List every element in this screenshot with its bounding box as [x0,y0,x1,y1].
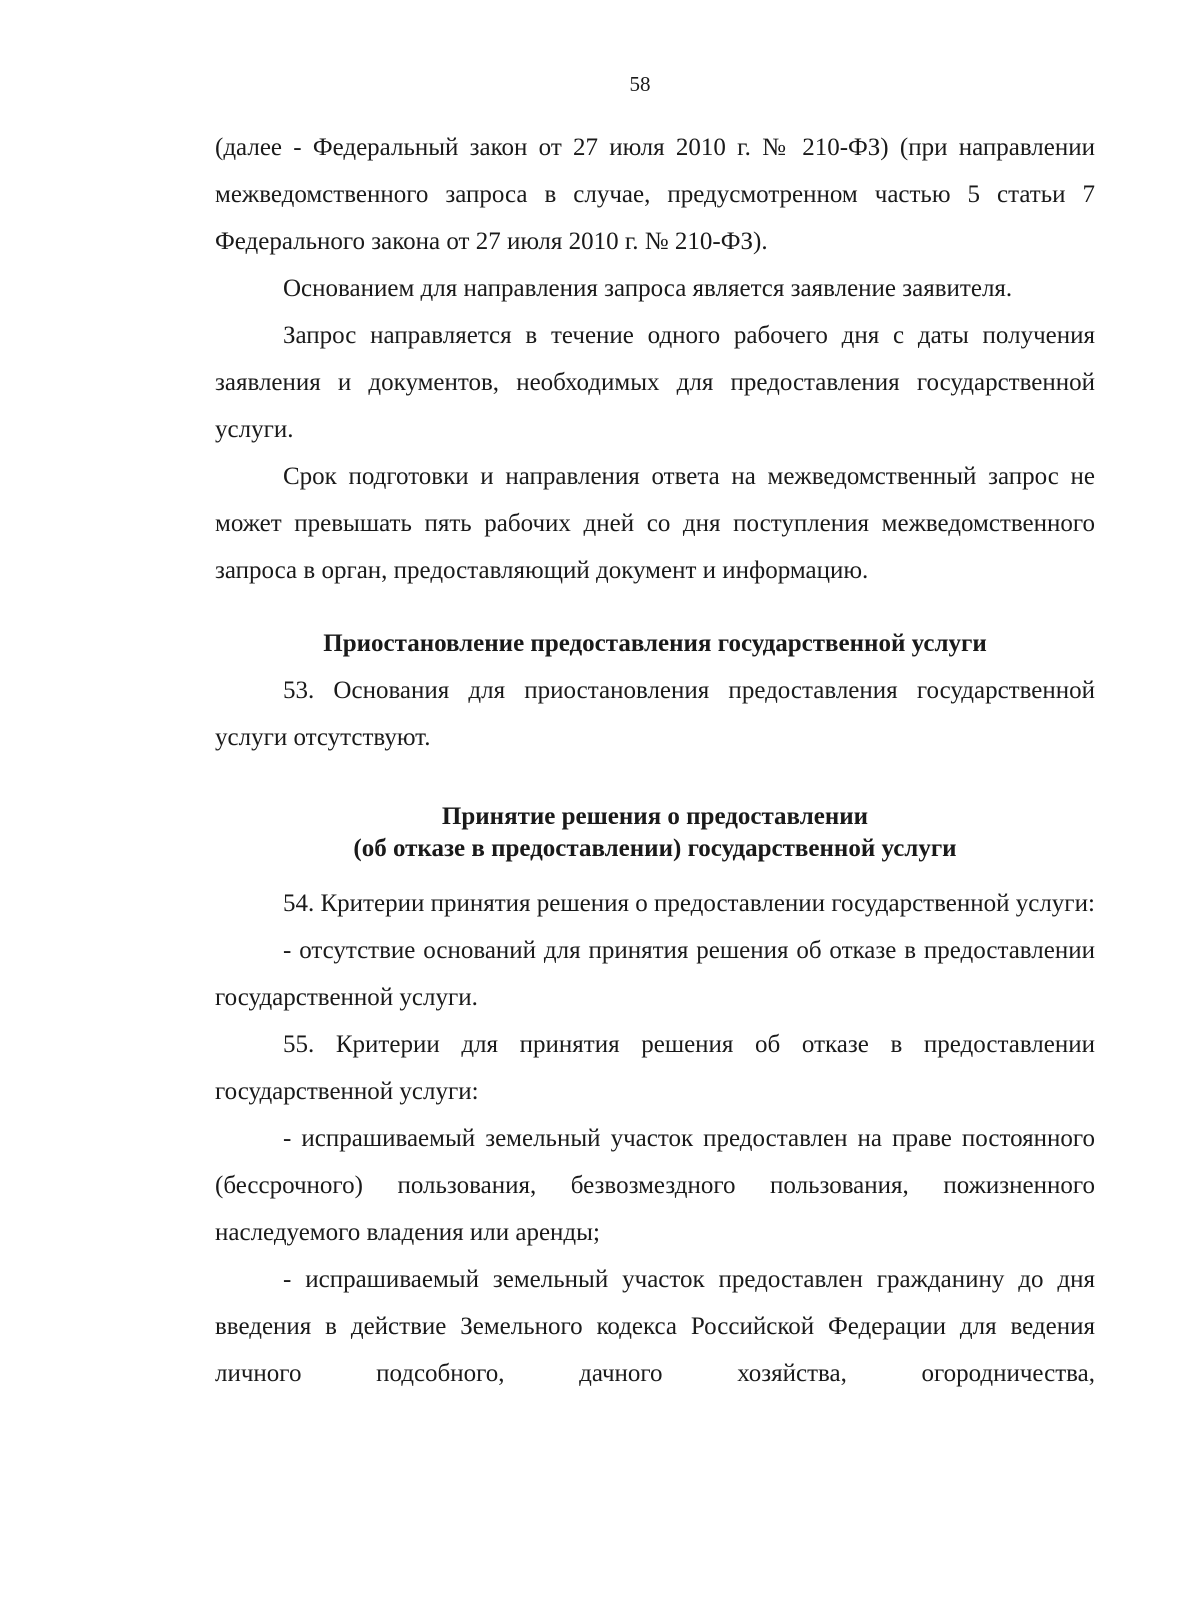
section-heading-decision-line2: (об отказе в предоставлении) государственной услуги [353,835,957,862]
paragraph-55-item-1: - испрашиваемый земельный участок предоставлен на праве постоянного (бессрочного) пользования, безвозмездного пользования, пожизненного наследуемого владения или аренды; [215,1125,1095,1246]
page-number: 58 [629,72,651,96]
section-heading-suspension: Приостановление предоставления государственной услуги [323,630,987,657]
paragraph-54: 54. Критерии принятия решения о предоставлении государственной услуги: [283,890,1095,917]
paragraph-response-term: Срок подготовки и направления ответа на межведомственный запрос не может превышать пять рабочих дней со дня поступления межведомственного запроса в орган, предоставляющий документ и информацию. [215,463,1095,584]
paragraph-53: 53. Основания для приостановления предоставления государственной услуги отсутствуют. [215,677,1095,751]
document-body [215,124,1095,1397]
section-heading-decision-line1: Принятие решения о предоставлении [441,803,869,830]
paragraph-55-item-2: - испрашиваемый земельный участок предоставлен гражданину до дня введения в действие Земельного кодекса Российской Федерации для ведения личного подсобного, дачного хозяйства, огородничества, [215,1266,1095,1387]
paragraph-continuation: (далее - Федеральный закон от 27 июля 2010 г. № 210-ФЗ) (при направлении межведомственного запроса в случае, предусмотренном частью 5 статьи 7 Федерального закона от 27 июля 2010 г. № 210-ФЗ). [215,134,1095,255]
paragraph-request-basis: Основанием для направления запроса является заявление заявителя. [283,275,1013,302]
paragraph-54-item-1: - отсутствие оснований для принятия решения об отказе в предоставлении государственной услуги. [215,937,1095,1011]
paragraph-request-timing: Запрос направляется в течение одного рабочего дня с даты получения заявления и документов, необходимых для предоставления государственной услуги. [215,322,1095,443]
heading-gap [215,865,1095,880]
section-gap [215,761,1095,801]
section-gap [215,594,1095,628]
paragraph-55: 55. Критерии для принятия решения об отказе в предоставлении государственной услуги: [215,1031,1095,1105]
heading-gap [215,660,1095,667]
